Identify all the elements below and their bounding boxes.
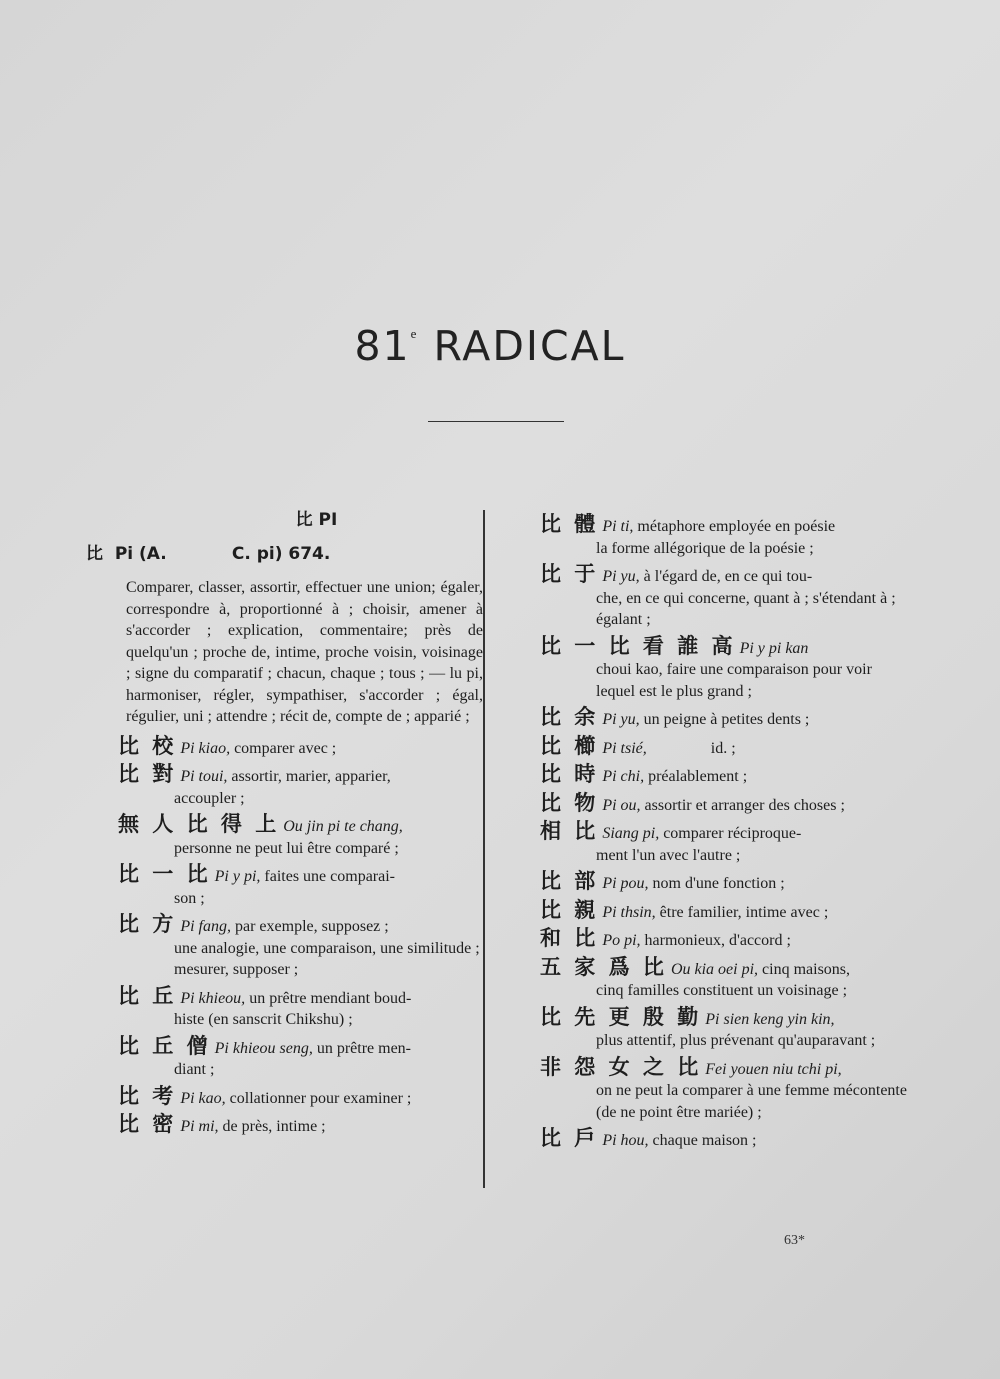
entry-romanization: Pi yu, [602, 568, 640, 585]
dictionary-entry [540, 1054, 910, 1124]
entry-continuation: personne ne peut lui être comparé ; [174, 839, 399, 857]
entry-continuation: choui kao, faire une comparaison pour voir lequel est le plus grand ; [596, 661, 872, 700]
page-number: 63* [784, 1233, 805, 1248]
dictionary-entry [540, 954, 910, 1002]
entry-gloss: métaphore employée en poésie [633, 518, 836, 535]
entry-characters: 比 先 更 殷 勤 [540, 1004, 702, 1029]
entry-first-line [540, 633, 910, 660]
entry-first-line [540, 897, 910, 924]
entry-romanization: Pi pou, [602, 875, 649, 892]
entry-continuation: diant ; [174, 1061, 215, 1078]
left-entry-list [118, 733, 483, 1138]
dictionary-entry [118, 864, 483, 909]
entry-characters: 比 于 [540, 562, 599, 586]
entry-romanization: Pi thsin, [602, 903, 656, 921]
dictionary-entry [118, 814, 483, 859]
entry-gloss: un peigne à petites dents ; [639, 711, 810, 728]
entry-continuation: on ne peut la comparer à une femme mécontente (de ne point être mariée) ; [596, 1082, 907, 1121]
entry-romanization: Ou jin pi te chang, [283, 818, 403, 835]
entry-romanization: Pi y pi, [214, 868, 261, 885]
entry-characters: 和 比 [540, 926, 599, 950]
entry-continuation: cinq familles constituent un voisinage ; [596, 982, 848, 999]
entry-continuation: histe (en sanscrit Chikshu) ; [174, 1011, 353, 1028]
dictionary-entry [540, 514, 910, 559]
entry-romanization: Pi ti, [602, 518, 634, 535]
entry-first-line [540, 564, 910, 588]
entry-first-line [118, 764, 483, 788]
entry-continuation: son ; [174, 889, 205, 907]
entry-first-line [118, 1083, 483, 1110]
dictionary-entry [540, 928, 910, 952]
entry-romanization: Pi sien keng yin kin, [705, 1010, 835, 1028]
entry-gloss: chaque maison ; [648, 1132, 757, 1149]
dictionary-entry [118, 764, 483, 809]
entry-continuation: une analogie, une comparaison, une similitude ; mesurer, supposer ; [174, 939, 480, 978]
entry-romanization: Pi hou, [602, 1132, 649, 1149]
entry-first-line [540, 954, 910, 981]
entry-first-line [540, 821, 910, 845]
entry-gloss: être familier, intime avec ; [655, 903, 829, 921]
entry-gloss: cinq maisons, [758, 960, 851, 978]
entry-first-line [540, 764, 910, 788]
entry-characters: 相 比 [540, 819, 599, 843]
entry-romanization: Ou kia oei pi, [670, 960, 759, 978]
entry-first-line [540, 790, 910, 817]
entry-first-line [540, 871, 910, 895]
entry-first-line [118, 1114, 483, 1138]
entry-romanization: Fei youen niu tchi pi, [705, 1060, 842, 1078]
entry-characters: 比 考 [118, 1083, 177, 1108]
entry-characters: 比 余 [540, 705, 599, 729]
entry-gloss: comparer avec ; [230, 739, 337, 757]
dictionary-entry [540, 707, 910, 731]
entry-romanization: Pi mi, [180, 1118, 219, 1135]
entry-first-line [540, 707, 910, 731]
entry-first-line [540, 514, 910, 538]
entry-continuation: plus attentif, plus prévenant qu'auparavant ; [596, 1032, 876, 1049]
section-heading: 比 PI [295, 510, 338, 530]
head-entry: 比 Pi (A. C. pi) 674. [86, 543, 331, 564]
title-superscript: e [410, 326, 419, 341]
dictionary-entry [118, 1114, 483, 1138]
entry-characters: 比 方 [118, 912, 177, 936]
entry-gloss: de près, intime ; [218, 1118, 326, 1135]
entry-first-line [118, 983, 483, 1010]
dictionary-entry [540, 790, 910, 817]
entry-first-line [118, 1033, 483, 1060]
entry-first-line [118, 914, 483, 938]
entry-first-line [540, 928, 910, 952]
entry-romanization: Pi ou, [602, 796, 641, 814]
dictionary-entry [540, 633, 910, 703]
entry-romanization: Pi chi, [602, 768, 645, 785]
left-column [86, 510, 483, 1143]
entry-romanization: Pi y pi kan [739, 639, 809, 657]
entry-gloss: nom d'une fonction ; [648, 875, 785, 892]
dictionary-entry [118, 733, 483, 760]
entry-romanization: Pi toui, [180, 768, 228, 785]
entry-characters: 比 櫛 [540, 733, 599, 758]
entry-gloss: faites une comparai- [260, 868, 395, 885]
entry-continuation: che, en ce qui concerne, quant à ; s'étendant à ; égalant ; [596, 589, 896, 628]
page-title [0, 322, 980, 370]
entry-gloss: harmonieux, d'accord ; [640, 932, 791, 949]
entry-gloss: par exemple, supposez ; [230, 918, 389, 935]
entry-characters: 非 怨 女 之 比 [540, 1054, 702, 1079]
dictionary-entry [540, 821, 910, 866]
dictionary-entry [540, 564, 910, 631]
entry-continuation: ment l'un avec l'autre ; [596, 846, 741, 864]
dictionary-entry [540, 764, 910, 788]
entry-characters: 比 密 [118, 1112, 177, 1136]
entry-characters: 比 丘 僧 [118, 1033, 211, 1058]
column-divider [483, 510, 485, 1188]
entry-romanization: Po pi, [602, 932, 641, 949]
dictionary-entry [118, 983, 483, 1031]
entry-gloss: id. ; [646, 739, 736, 757]
entry-characters: 比 戶 [540, 1126, 599, 1150]
dictionary-entry [118, 914, 483, 981]
entry-characters: 五 家 爲 比 [540, 954, 667, 979]
entry-characters: 比 一 比 看 誰 高 [540, 633, 736, 658]
entry-first-line [540, 1004, 910, 1031]
entry-characters: 比 對 [118, 762, 177, 786]
entry-characters: 比 體 [540, 512, 599, 536]
entry-characters: 比 部 [540, 869, 599, 893]
entry-characters: 無 人 比 得 上 [118, 812, 280, 836]
entry-characters: 比 丘 [118, 983, 177, 1008]
title-rule [428, 421, 564, 422]
right-column [540, 514, 910, 1157]
entry-gloss: assortir et arranger des choses ; [640, 796, 845, 814]
entry-first-line [118, 814, 483, 838]
entry-continuation: la forme allégorique de la poésie ; [596, 539, 814, 557]
entry-romanization: Siang pi, [602, 825, 660, 842]
title-word: RADICAL [433, 322, 626, 370]
entry-romanization: Pi fang, [180, 918, 231, 935]
entry-first-line [540, 1128, 910, 1152]
entry-first-line [118, 864, 483, 888]
dictionary-entry [540, 871, 910, 895]
entry-first-line [540, 733, 910, 760]
entry-first-line [540, 1054, 910, 1081]
dictionary-entry [118, 1033, 483, 1081]
dictionary-entry [540, 1004, 910, 1052]
entry-characters: 比 時 [540, 762, 599, 786]
entry-romanization: Pi khieou, [180, 989, 246, 1007]
right-entry-list [540, 514, 910, 1152]
entry-characters: 比 親 [540, 897, 599, 922]
entry-first-line [118, 733, 483, 760]
entry-romanization: Pi kiao, [180, 739, 231, 757]
entry-gloss: assortir, marier, apparier, [227, 768, 391, 785]
entry-gloss: collationner pour examiner ; [225, 1089, 412, 1107]
dictionary-entry [118, 1083, 483, 1110]
entry-romanization: Pi yu, [602, 711, 640, 728]
entry-gloss: comparer réciproque- [659, 825, 802, 842]
dictionary-entry [540, 1128, 910, 1152]
entry-characters: 比 校 [118, 733, 177, 758]
entry-romanization: Pi tsié, [602, 739, 647, 757]
dictionary-entry [540, 733, 910, 760]
entry-characters: 比 物 [540, 790, 599, 815]
entry-continuation: accoupler ; [174, 789, 245, 807]
entry-characters: 比 一 比 [118, 862, 211, 886]
title-number: 81 [354, 322, 411, 370]
entry-romanization: Pi khieou seng, [214, 1039, 313, 1057]
entry-romanization: Pi kao, [180, 1089, 226, 1107]
entry-gloss: un prêtre mendiant boud- [245, 989, 412, 1007]
entry-gloss: à l'égard de, en ce qui tou- [639, 568, 813, 585]
main-definition: Comparer, classer, assortir, effectuer une union; égaler, correspondre à, proportionné à ; choisir, amener à s'accorder ; explication, commentaire; près de quelqu'un ; proche de, intime, proche voisin, voisinage ; signe du comparatif ; chacun, chaque ; tous ; — lu pi, harmoniser, régler, sympathiser, s'accorder ; égal, régulier, uni ; attendre ; récit de, compte de ; apparié ; [126, 579, 483, 725]
dictionary-entry [540, 897, 910, 924]
entry-gloss: un prêtre men- [312, 1039, 412, 1057]
entry-gloss: préalablement ; [644, 768, 748, 785]
